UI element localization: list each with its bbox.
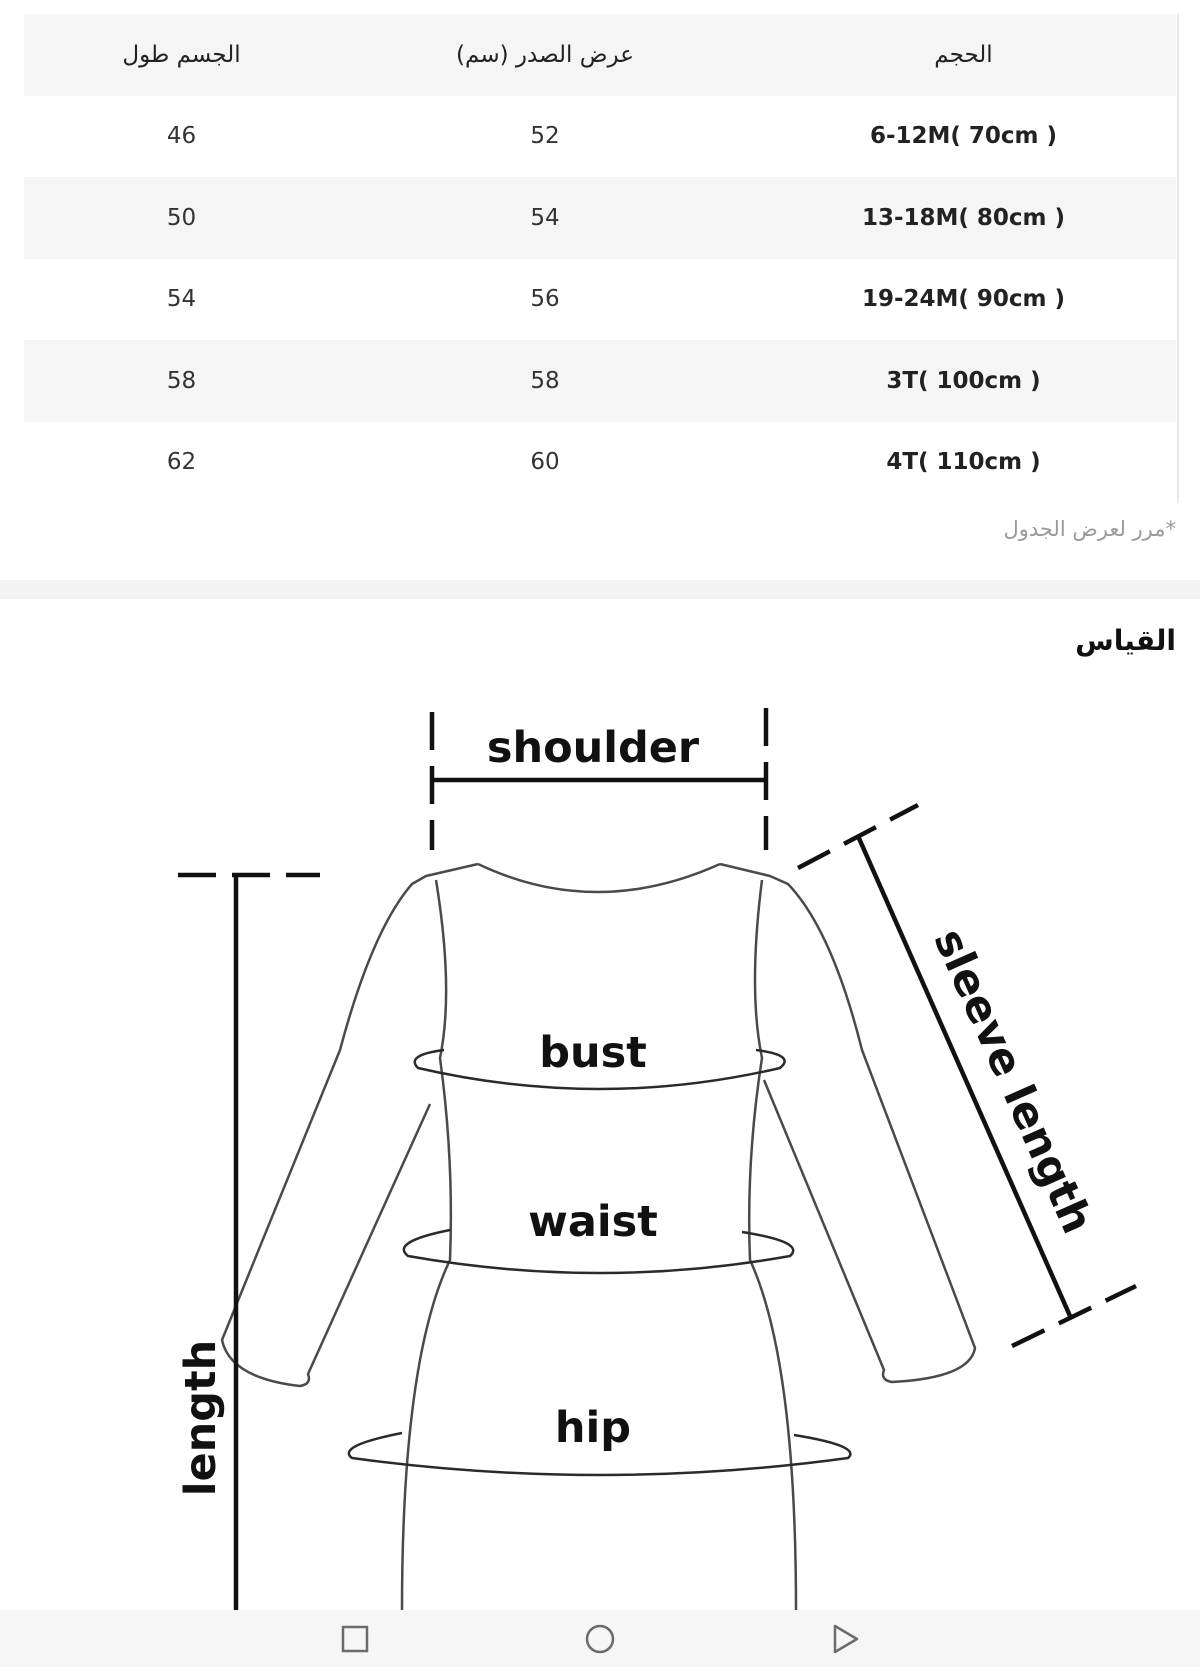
cell-chest-width: 52 — [530, 123, 560, 150]
square-icon — [340, 1624, 370, 1654]
section-divider — [0, 580, 1200, 599]
shoulder-label: shoulder — [486, 723, 700, 773]
sleeve-length-label: sleeve length — [923, 921, 1103, 1241]
circle-icon — [584, 1623, 616, 1655]
table-header-row — [24, 14, 1176, 96]
home-button[interactable] — [540, 1610, 660, 1667]
measurement-diagram — [0, 690, 1200, 1610]
cell-chest-width: 56 — [530, 286, 560, 313]
cell-size: 19-24M( 90cm ) — [861, 286, 1066, 313]
triangle-icon — [830, 1623, 860, 1655]
back-button[interactable] — [785, 1610, 905, 1667]
table-row — [24, 422, 1176, 504]
table-row — [24, 177, 1176, 259]
waist-label: waist — [528, 1197, 658, 1247]
cell-size: 4T( 110cm ) — [886, 449, 1041, 476]
table-row — [24, 340, 1176, 422]
table-row — [24, 96, 1176, 178]
cell-size: 3T( 100cm ) — [751, 340, 1176, 422]
cell-body-length: 54 — [166, 286, 197, 313]
cell-body-length: 46 — [166, 123, 197, 150]
hip-label: hip — [554, 1403, 632, 1453]
measurement-title: القياس — [1075, 624, 1176, 657]
cell-size: 13-18M( 80cm ) — [751, 177, 1176, 259]
scroll-hint: *مرر لعرض الجدول — [1003, 517, 1176, 541]
bust-label: bust — [539, 1028, 647, 1078]
cell-chest-width: 58 — [339, 340, 751, 422]
size-table — [24, 14, 1176, 503]
system-nav-bar — [0, 1610, 1200, 1667]
size-table-container[interactable] — [24, 14, 1179, 503]
recent-apps-button[interactable] — [295, 1610, 415, 1667]
length-label: length — [176, 1339, 226, 1497]
header-body-length: الجسم طول — [24, 14, 339, 96]
header-size: الحجم — [751, 14, 1176, 96]
cell-body-length: 50 — [24, 177, 339, 259]
cell-body-length: 62 — [166, 449, 197, 476]
length-guide — [178, 875, 320, 1610]
cell-chest-width: 54 — [339, 177, 751, 259]
header-chest-width: عرض الصدر (سم) — [339, 14, 751, 96]
cell-chest-width: 60 — [530, 449, 560, 476]
cell-body-length: 58 — [24, 340, 339, 422]
cell-size: 6-12M( 70cm ) — [869, 123, 1058, 150]
sleeve-length-guide — [798, 805, 1136, 1346]
table-row — [24, 259, 1176, 341]
